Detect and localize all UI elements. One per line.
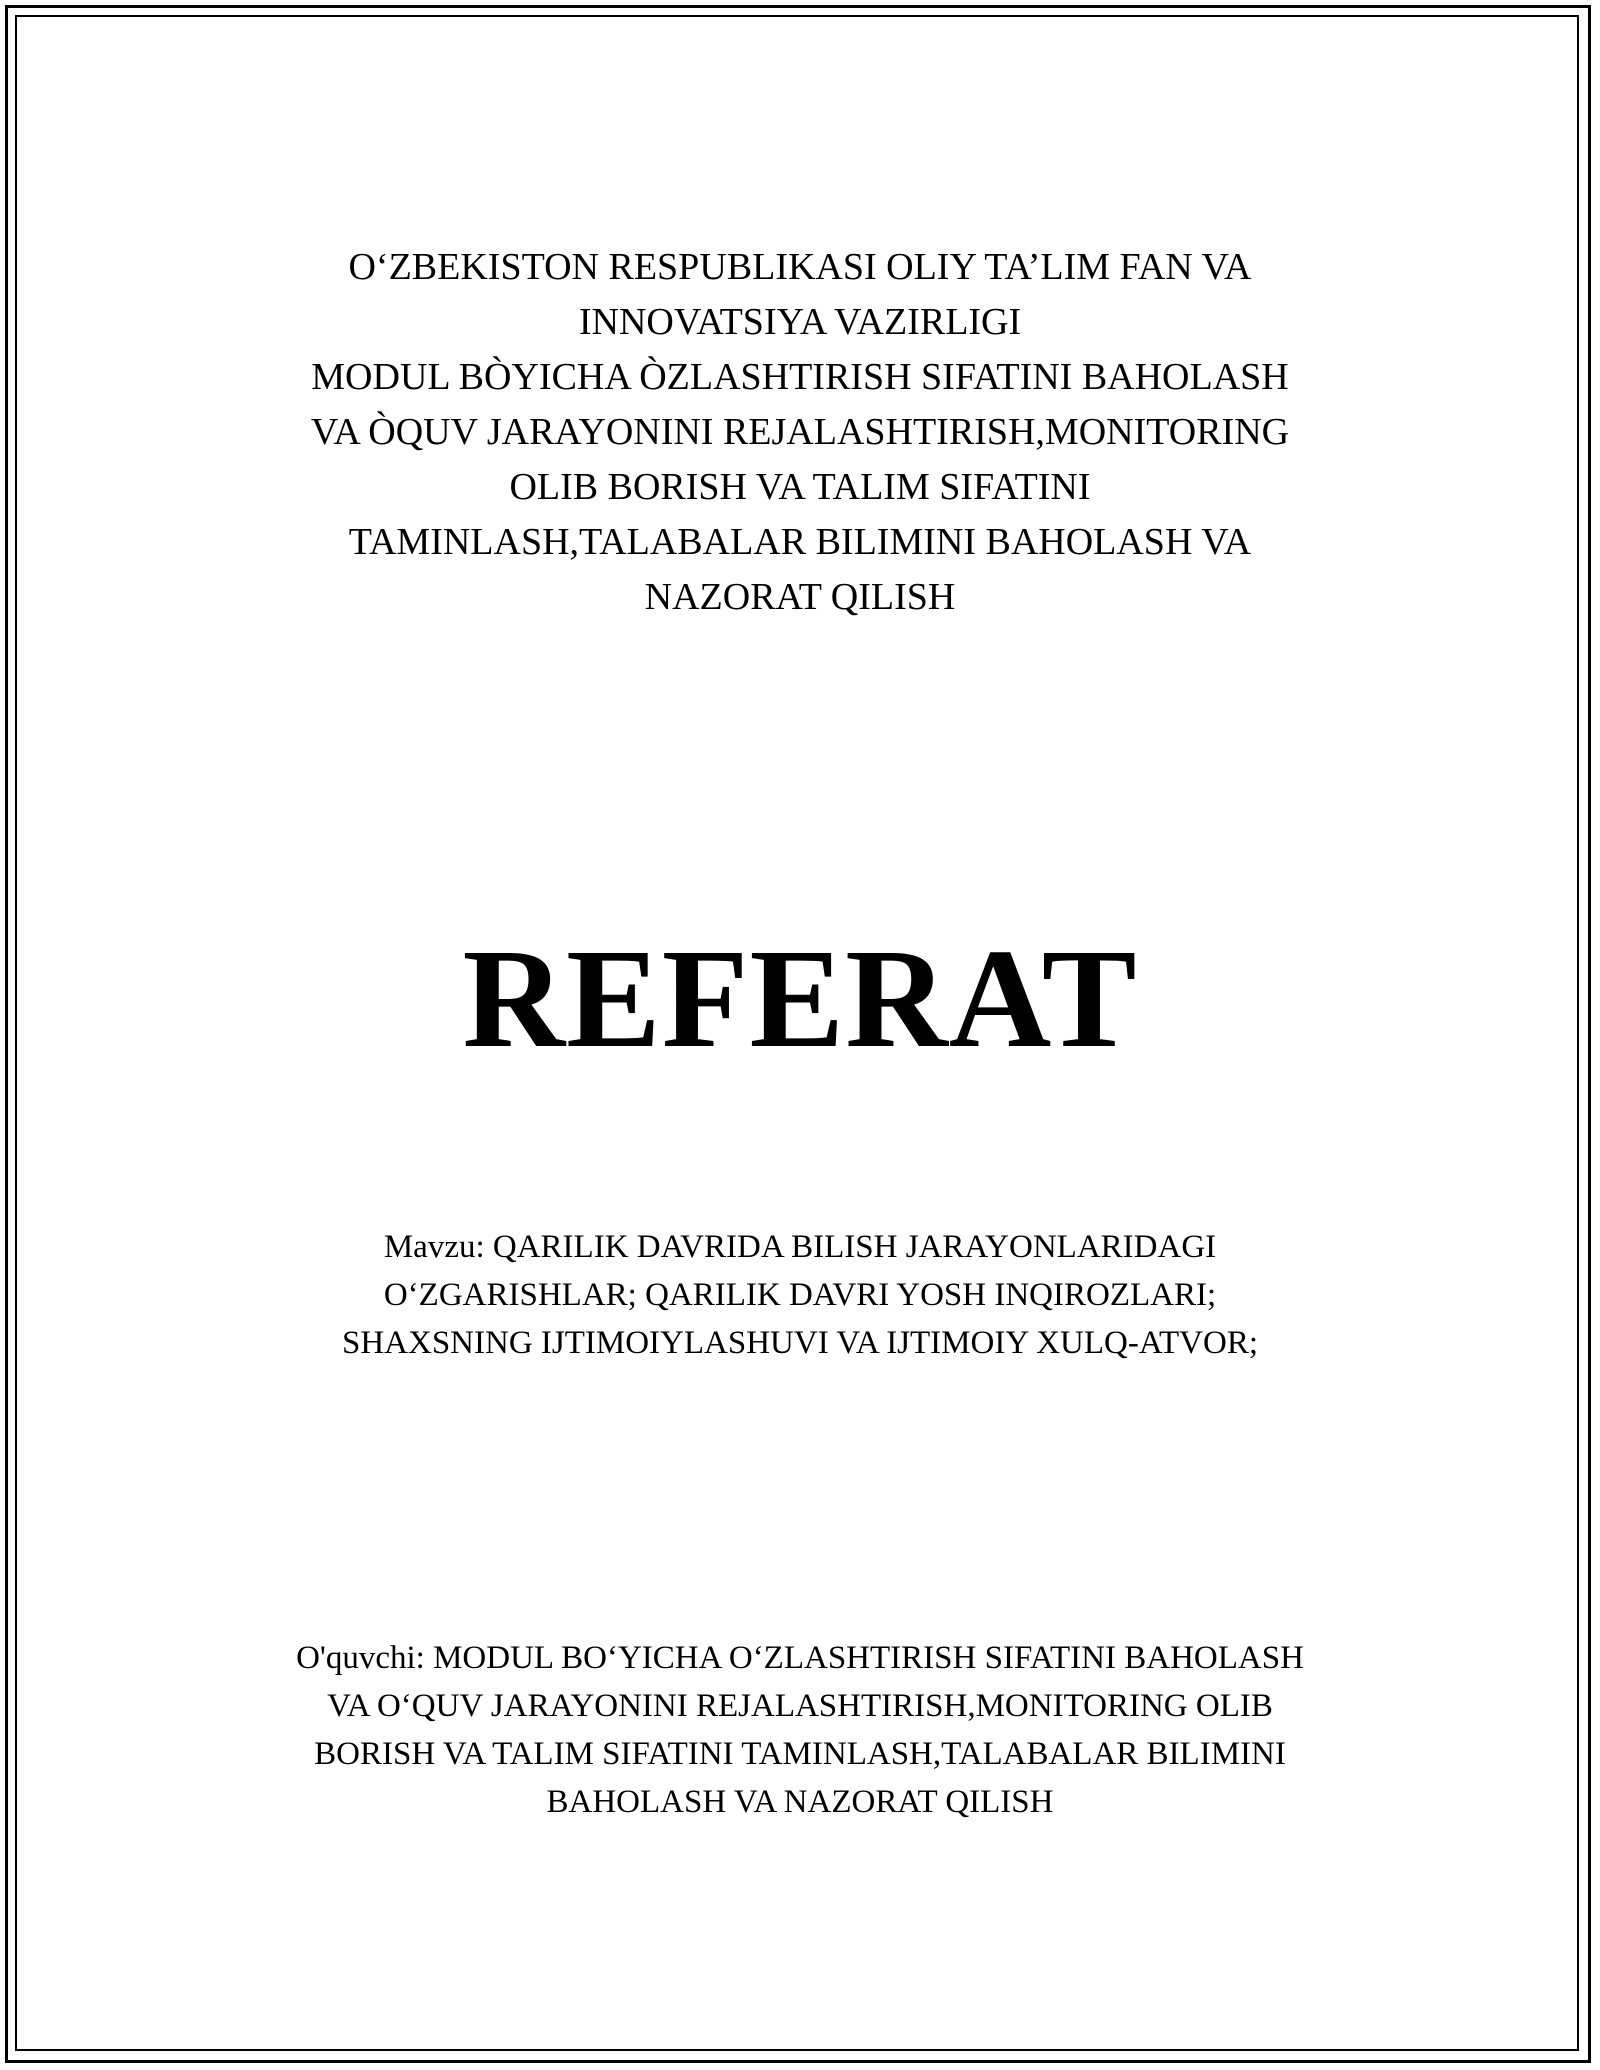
- student-line: O'quvchi: MODUL BO‘YICHA O‘ZLASHTIRISH SIFATINI BAHOLASH: [296, 1640, 1304, 1676]
- document-title: REFERAT: [462, 919, 1138, 1077]
- header-line: O‘ZBEKISTON RESPUBLIKASI OLIY TA’LIM FAN VA: [348, 246, 1252, 288]
- header-line: NAZORAT QILISH: [644, 576, 956, 618]
- student-line: BORISH VA TALIM SIFATINI TAMINLASH,TALABALAR BILIMINI: [314, 1736, 1286, 1772]
- student-line: BAHOLASH VA NAZORAT QILISH: [546, 1784, 1054, 1820]
- student-line: VA O‘QUV JARAYONINI REJALASHTIRISH,MONITORING OLIB: [327, 1688, 1273, 1724]
- topic-line: Mavzu: QARILIK DAVRIDA BILISH JARAYONLARIDAGI: [383, 1229, 1217, 1265]
- header-line: MODUL BÒYICHA ÒZLASHTIRISH SIFATINI BAHOLASH: [311, 356, 1289, 398]
- topic-line: O‘ZGARISHLAR; QARILIK DAVRI YOSH INQIROZLARI;: [383, 1277, 1217, 1313]
- header-line: OLIB BORISH VA TALIM SIFATINI: [509, 466, 1091, 508]
- topic-block: [0, 1223, 1600, 1367]
- header-line: VA ÒQUV JARAYONINI REJALASHTIRISH,MONITORING: [310, 411, 1290, 453]
- ministry-header: [0, 240, 1600, 625]
- header-line: TAMINLASH,TALABALAR BILIMINI BAHOLASH VA: [348, 521, 1252, 563]
- topic-line: SHAXSNING IJTIMOIYLASHUVI VA IJTIMOIY XULQ-ATVOR;: [341, 1325, 1259, 1361]
- header-line: INNOVATSIYA VAZIRLIGI: [578, 301, 1022, 343]
- student-block: [0, 1634, 1600, 1826]
